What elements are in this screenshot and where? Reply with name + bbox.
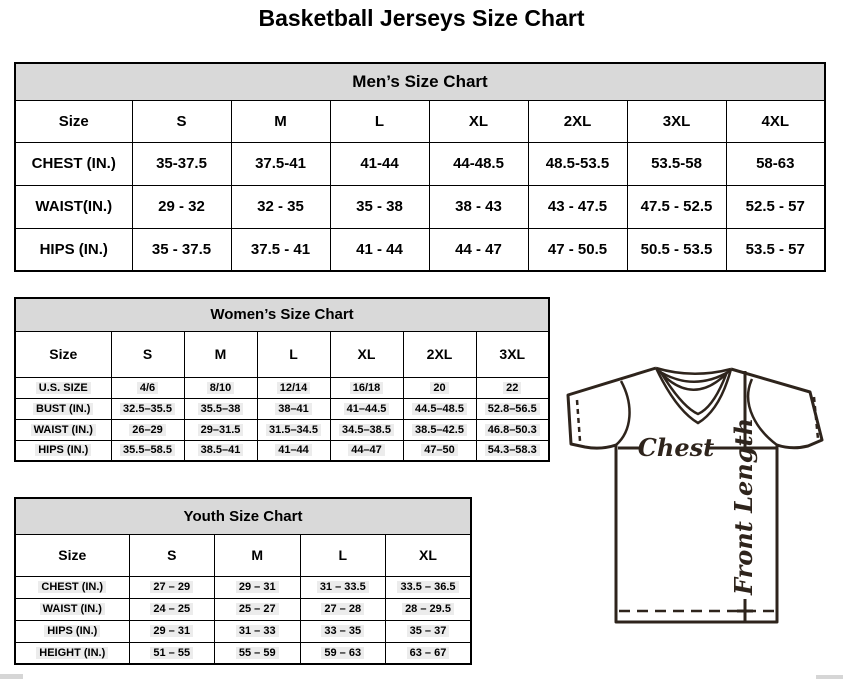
value-cell: 41–44 [257, 440, 330, 461]
row-label: BUST (IN.) [15, 398, 111, 419]
value-cell: 33.5 – 36.5 [386, 576, 472, 598]
youth-size-table [14, 497, 472, 665]
value-cell: 33 – 35 [300, 620, 386, 642]
value-cell: 55 – 59 [215, 642, 301, 664]
value-cell: 32.5–35.5 [111, 398, 184, 419]
value-cell: 37.5-41 [231, 142, 330, 185]
left-cuff-stitch-icon [577, 400, 580, 441]
row-label: WAIST (IN.) [15, 419, 111, 440]
front-length-label: Front Length [729, 417, 758, 595]
value-cell: 47–50 [403, 440, 476, 461]
column-header: 2XL [403, 331, 476, 377]
value-cell: 25 – 27 [215, 598, 301, 620]
value-cell: 8/10 [184, 377, 257, 398]
value-cell: 4/6 [111, 377, 184, 398]
value-cell: 38–41 [257, 398, 330, 419]
value-cell: 31.5–34.5 [257, 419, 330, 440]
column-header: Size [15, 331, 111, 377]
left-sleeve-seam-icon [616, 381, 630, 445]
cutoff-fragment-left [0, 674, 23, 679]
value-cell: 29 – 31 [215, 576, 301, 598]
value-cell: 51 – 55 [129, 642, 215, 664]
value-cell: 28 – 29.5 [386, 598, 472, 620]
row-label: HIPS (IN.) [15, 440, 111, 461]
cutoff-fragment-right [816, 675, 843, 679]
value-cell: 35 - 38 [330, 185, 429, 228]
row-label: HIPS (IN.) [15, 620, 129, 642]
column-header: 3XL [476, 331, 549, 377]
row-label: CHEST (IN.) [15, 142, 132, 185]
value-cell: 26–29 [111, 419, 184, 440]
value-cell: 46.8–50.3 [476, 419, 549, 440]
row-label: WAIST(IN.) [15, 185, 132, 228]
value-cell: 41–44.5 [330, 398, 403, 419]
jersey-measurement-diagram [556, 363, 838, 625]
column-header: XL [386, 534, 472, 576]
page-title: Basketball Jerseys Size Chart [258, 5, 585, 31]
value-cell: 32 - 35 [231, 185, 330, 228]
value-cell: 52.5 - 57 [726, 185, 825, 228]
value-cell: 47 - 50.5 [528, 228, 627, 271]
column-header: Size [15, 534, 129, 576]
value-cell: 41 - 44 [330, 228, 429, 271]
value-cell: 27 – 28 [300, 598, 386, 620]
value-cell: 43 - 47.5 [528, 185, 627, 228]
womens-size-table [14, 297, 550, 462]
column-header: 3XL [627, 100, 726, 142]
column-header: L [257, 331, 330, 377]
row-label: HIPS (IN.) [15, 228, 132, 271]
mens-table-title: Men’s Size Chart [15, 63, 825, 100]
value-cell: 27 – 29 [129, 576, 215, 598]
row-label: HEIGHT (IN.) [15, 642, 129, 664]
value-cell: 35.5–38 [184, 398, 257, 419]
collar-icon [656, 368, 731, 374]
column-header: M [231, 100, 330, 142]
value-cell: 53.5 - 57 [726, 228, 825, 271]
value-cell: 38 - 43 [429, 185, 528, 228]
column-header: L [330, 100, 429, 142]
value-cell: 35-37.5 [132, 142, 231, 185]
value-cell: 53.5-58 [627, 142, 726, 185]
value-cell: 22 [476, 377, 549, 398]
column-header: M [215, 534, 301, 576]
value-cell: 52.8–56.5 [476, 398, 549, 419]
value-cell: 29 – 31 [129, 620, 215, 642]
chest-label: Chest [637, 433, 715, 462]
value-cell: 58-63 [726, 142, 825, 185]
column-header: XL [429, 100, 528, 142]
value-cell: 20 [403, 377, 476, 398]
value-cell: 44-48.5 [429, 142, 528, 185]
column-header: S [132, 100, 231, 142]
value-cell: 59 – 63 [300, 642, 386, 664]
value-cell: 12/14 [257, 377, 330, 398]
value-cell: 38.5–42.5 [403, 419, 476, 440]
row-label: WAIST (IN.) [15, 598, 129, 620]
value-cell: 44.5–48.5 [403, 398, 476, 419]
value-cell: 37.5 - 41 [231, 228, 330, 271]
value-cell: 34.5–38.5 [330, 419, 403, 440]
value-cell: 29 - 32 [132, 185, 231, 228]
value-cell: 41-44 [330, 142, 429, 185]
value-cell: 24 – 25 [129, 598, 215, 620]
value-cell: 29–31.5 [184, 419, 257, 440]
value-cell: 63 – 67 [386, 642, 472, 664]
youth-table-title: Youth Size Chart [15, 498, 471, 534]
column-header: 4XL [726, 100, 825, 142]
value-cell: 31 – 33 [215, 620, 301, 642]
value-cell: 50.5 - 53.5 [627, 228, 726, 271]
value-cell: 47.5 - 52.5 [627, 185, 726, 228]
column-header: XL [330, 331, 403, 377]
column-header: M [184, 331, 257, 377]
column-header: Size [15, 100, 132, 142]
womens-table-title: Women’s Size Chart [15, 298, 549, 331]
column-header: 2XL [528, 100, 627, 142]
value-cell: 54.3–58.3 [476, 440, 549, 461]
value-cell: 35 - 37.5 [132, 228, 231, 271]
row-label: U.S. SIZE [15, 377, 111, 398]
value-cell: 35.5–58.5 [111, 440, 184, 461]
mens-size-table [14, 62, 826, 272]
value-cell: 16/18 [330, 377, 403, 398]
row-label: CHEST (IN.) [15, 576, 129, 598]
jersey-outline-icon [568, 368, 822, 622]
value-cell: 44 - 47 [429, 228, 528, 271]
column-header: L [300, 534, 386, 576]
value-cell: 48.5-53.5 [528, 142, 627, 185]
value-cell: 38.5–41 [184, 440, 257, 461]
value-cell: 31 – 33.5 [300, 576, 386, 598]
value-cell: 44–47 [330, 440, 403, 461]
value-cell: 35 – 37 [386, 620, 472, 642]
column-header: S [129, 534, 215, 576]
column-header: S [111, 331, 184, 377]
